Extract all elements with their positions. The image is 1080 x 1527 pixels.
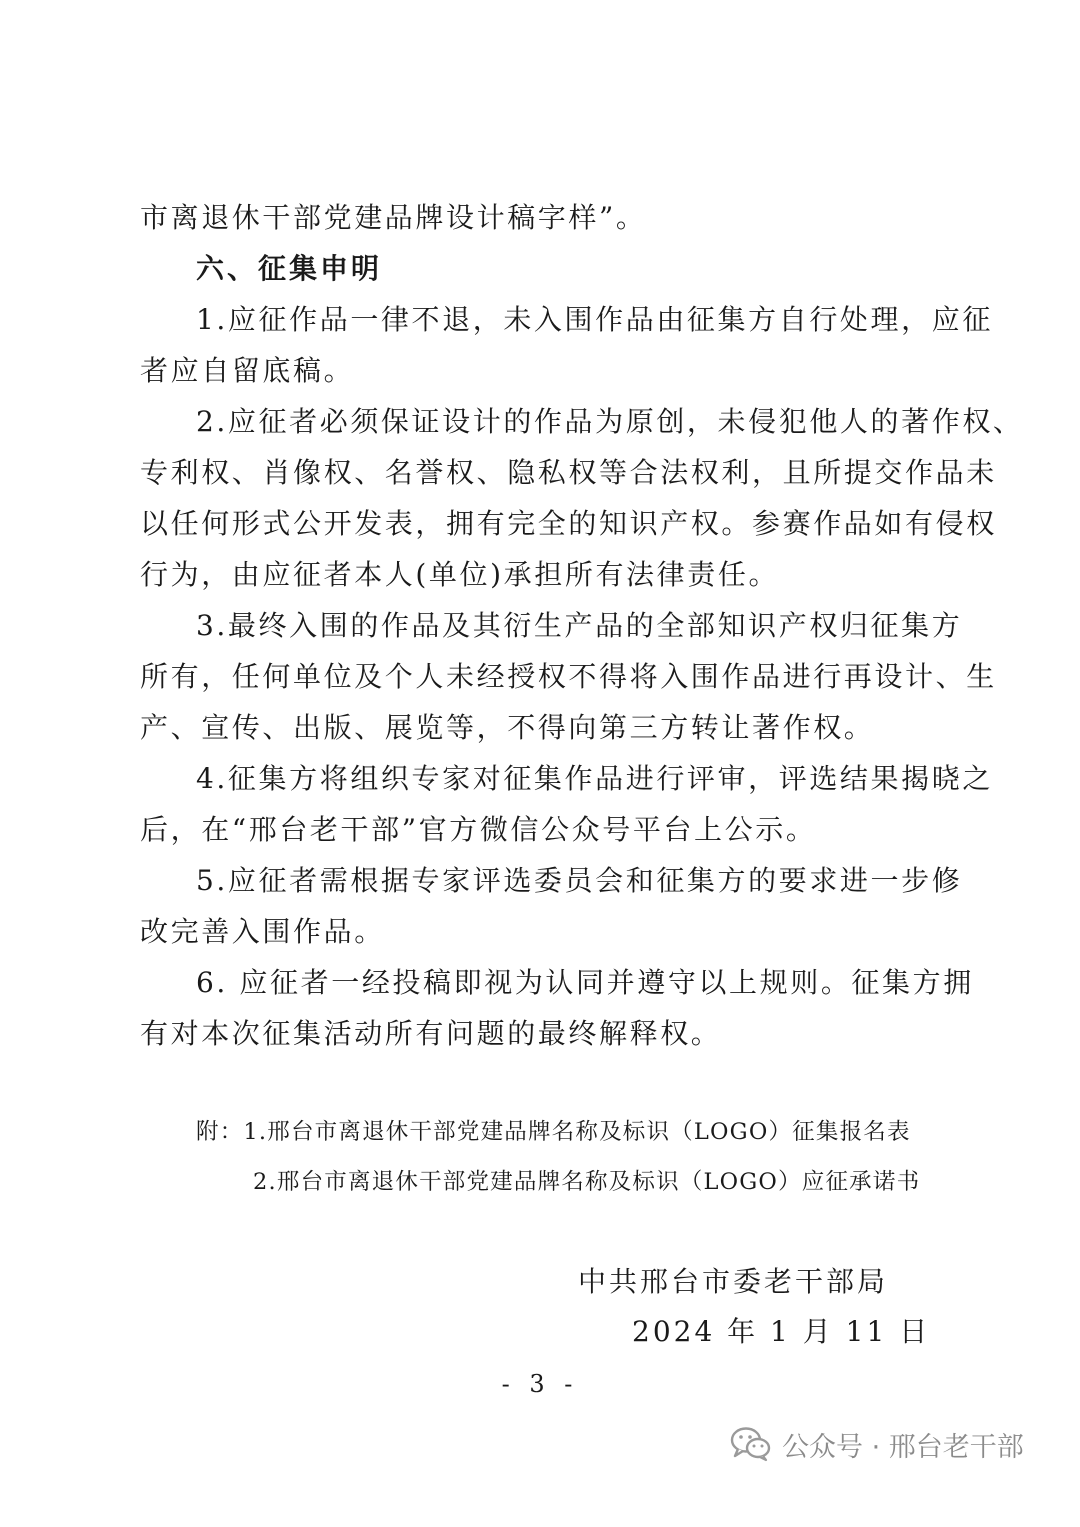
body-line: 1.应征作品一律不退，未入围作品由征集方自行处理，应征 [196, 303, 993, 336]
body-line: 有对本次征集活动所有问题的最终解释权。 [140, 1017, 722, 1050]
body-line: 后，在“邢台老干部”官方微信公众号平台上公示。 [140, 813, 817, 846]
body-line: 所有，任何单位及个人未经授权不得将入围作品进行再设计、生 [140, 660, 997, 693]
body-line: 以任何形式公开发表，拥有完全的知识产权。参赛作品如有侵权 [140, 507, 997, 540]
body-line: 3.最终入围的作品及其衍生产品的全部知识产权归征集方 [196, 609, 963, 642]
watermark-text: 公众号 · 邢台老干部 [782, 1431, 1024, 1463]
signature-date: 2024 年 1 月 11 日 [632, 1315, 931, 1348]
body-line: 2.应征者必须保证设计的作品为原创，未侵犯他人的著作权、 [196, 405, 1024, 438]
body-line: 行为，由应征者本人(单位)承担所有法律责任。 [140, 558, 780, 591]
body-line: 市离退休干部党建品牌设计稿字样”。 [140, 201, 647, 234]
signature-org: 中共邢台市委老干部局 [578, 1265, 889, 1298]
attachment-line: 2.邢台市离退休干部党建品牌名称及标识（LOGO）应征承诺书 [253, 1169, 921, 1195]
section-heading: 六、征集申明 [196, 252, 383, 285]
body-line: 改完善入围作品。 [140, 915, 385, 948]
wechat-icon [730, 1426, 772, 1462]
body-line: 产、宣传、出版、展览等，不得向第三方转让著作权。 [140, 711, 875, 744]
body-line: 5.应征者需根据专家评选委员会和征集方的要求进一步修 [196, 864, 963, 897]
attachment-line: 附：1.邢台市离退休干部党建品牌名称及标识（LOGO）征集报名表 [196, 1119, 911, 1145]
body-line: 者应自留底稿。 [140, 354, 355, 387]
watermark [730, 1420, 1024, 1468]
body-line: 专利权、肖像权、名誉权、隐私权等合法权利，且所提交作品未 [140, 456, 997, 489]
body-line: 6. 应征者一经投稿即视为认同并遵守以上规则。征集方拥 [196, 966, 974, 999]
body-line: 4.征集方将组织专家对征集作品进行评审，评选结果揭晓之 [196, 762, 993, 795]
page-number: - 3 - [501, 1370, 579, 1398]
